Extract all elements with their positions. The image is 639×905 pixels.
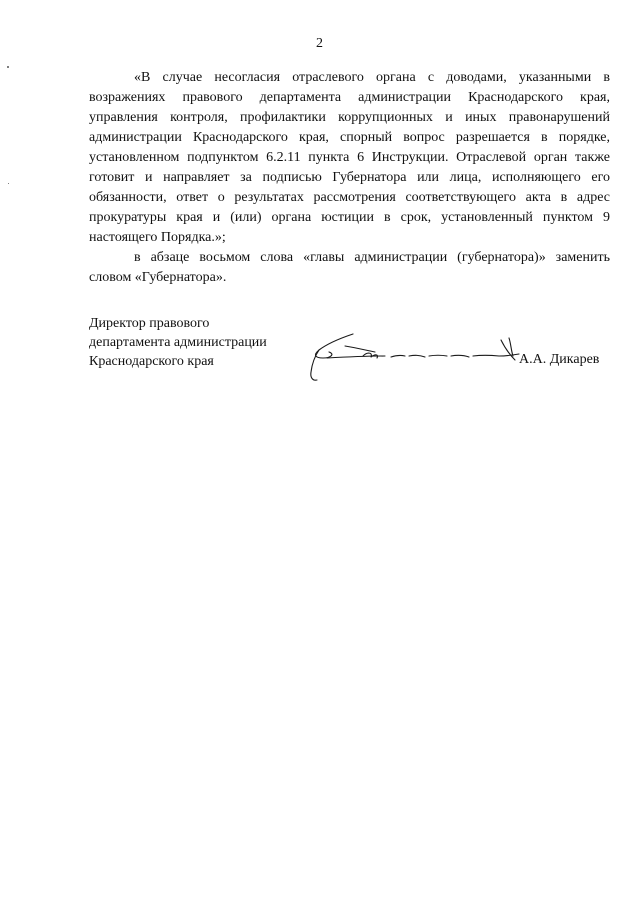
signer-position-line: Директор правового xyxy=(89,316,210,331)
handwritten-signature xyxy=(305,330,530,385)
document-body xyxy=(89,68,610,288)
signer-position xyxy=(89,314,267,371)
paragraph: в абзаце восьмом слова «главы администрации (губернатора)» заменить словом «Губернатора». xyxy=(89,250,610,285)
signer-position-line: департамента администрации xyxy=(89,335,267,350)
signer-name: А.А. Дикарев xyxy=(519,352,600,367)
margin-mark xyxy=(7,66,9,68)
signer-position-line: Краснодарского края xyxy=(89,354,214,369)
page-number: 2 xyxy=(316,36,323,51)
paragraph: «В случае несогласия отраслевого органа с доводами, указанными в возражениях правового департамента администрации Краснодарского края, управления контроля, профилактики коррупционных и иных правонарушений администрации Краснодарского края, спорный вопрос разрешается в порядке, установленном подпунктом 6.2.11 пункта 6 Инструкции. Отраслевой орган также готовит и направляет за подписью Губернатора или лица, исполняющего его обязанности, ответ о результатах рассмотрения соответствующего акта в адрес прокуратуры края и (или) органа юстиции в срок, установленный пунктом 9 настоящего Порядка.»; xyxy=(89,70,610,245)
margin-mark xyxy=(8,183,9,184)
